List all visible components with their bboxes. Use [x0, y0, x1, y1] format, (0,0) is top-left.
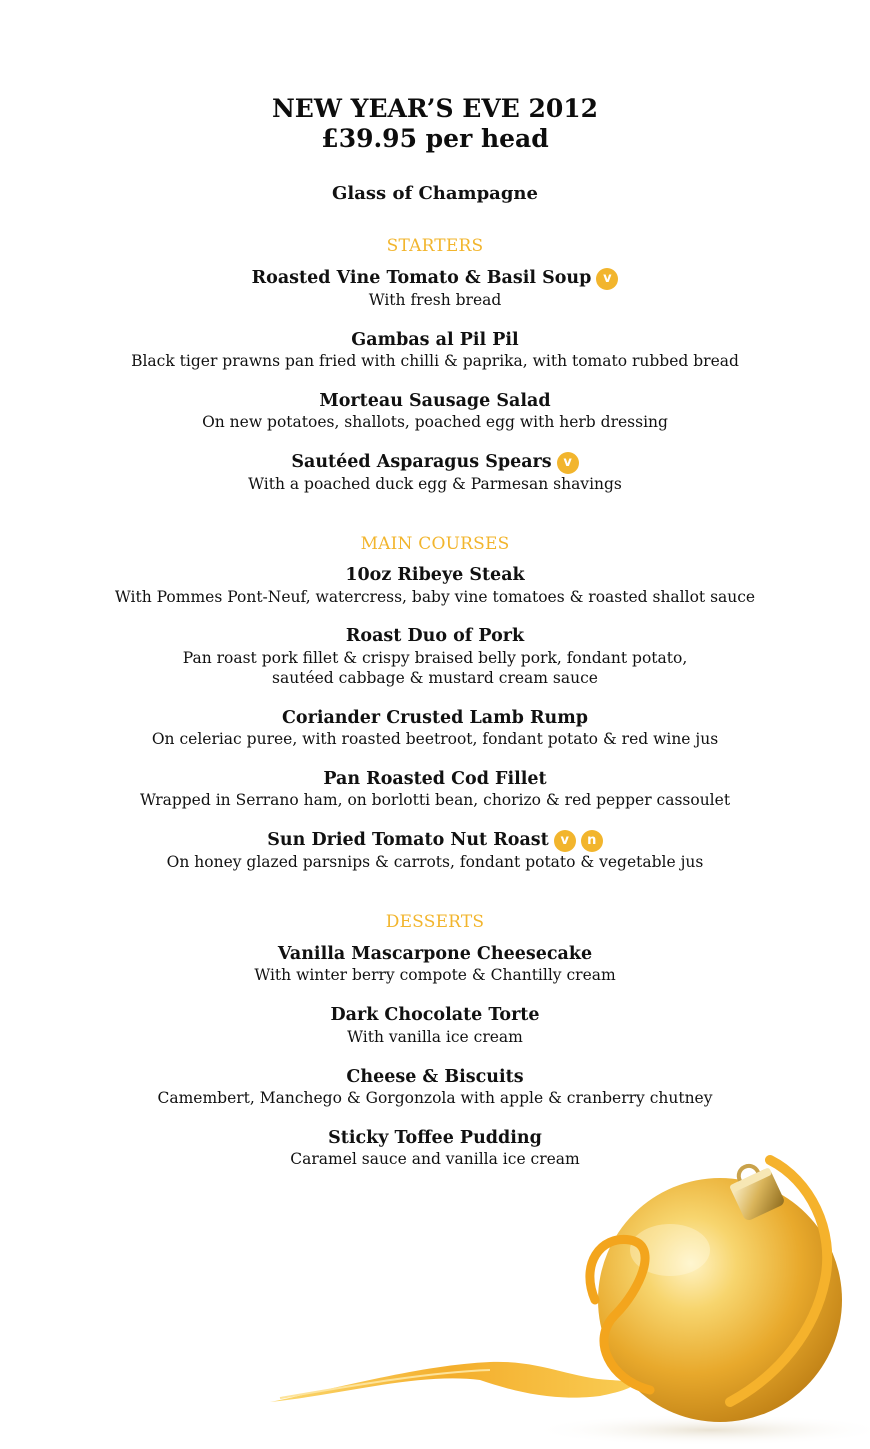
dish-description: On celeriac puree, with roasted beetroot, fondant potato & red wine jus [151, 730, 719, 748]
welcome-drink: Glass of Champagne [332, 183, 538, 204]
dish-name: Morteau Sausage Salad [319, 391, 551, 411]
dish-name: Pan Roasted Cod Fillet [323, 769, 547, 789]
dish-name: Cheese & Biscuits [346, 1067, 524, 1087]
main-courses-heading: MAIN COURSES [360, 534, 510, 554]
dish-name [0, 267, 870, 290]
vegetarian-badge-icon: v [596, 268, 618, 290]
dish-name: Coriander Crusted Lamb Rump [282, 708, 588, 728]
dish-name: Sticky Toffee Pudding [328, 1128, 542, 1148]
dish-name [0, 829, 870, 852]
dish-name-text: Sautéed Asparagus Spears [291, 452, 552, 472]
menu-title: NEW YEAR’S EVE 2012 [271, 94, 599, 123]
dish-name [0, 451, 870, 474]
dish-description: Wrapped in Serrano ham, on borlotti bean, chorizo & red pepper cassoulet [139, 791, 731, 809]
dish-description: On honey glazed parsnips & carrots, fondant potato & vegetable jus [166, 853, 704, 871]
dish-name-text: Roasted Vine Tomato & Basil Soup [251, 268, 592, 288]
dish-description: With fresh bread [368, 291, 502, 309]
dish-description: With Pommes Pont-Neuf, watercress, baby vine tomatoes & roasted shallot sauce [114, 588, 756, 606]
dish-description: Pan roast pork fillet & crispy braised belly pork, fondant potato, [182, 649, 688, 667]
vegetarian-badge-icon: v [557, 452, 579, 474]
starters-heading: STARTERS [386, 236, 484, 256]
dish-name: Roast Duo of Pork [345, 626, 525, 646]
dish-name: Gambas al Pil Pil [351, 330, 519, 350]
dish-description: Black tiger prawns pan fried with chilli & paprika, with tomato rubbed bread [131, 352, 739, 370]
dish-name-text: Sun Dried Tomato Nut Roast [267, 830, 549, 850]
dish-description: sautéed cabbage & mustard cream sauce [272, 669, 598, 687]
nuts-badge-icon: n [581, 830, 603, 852]
dish-name: Dark Chocolate Torte [330, 1005, 540, 1025]
desserts-heading: DESSERTS [385, 912, 485, 932]
dish-description: Camembert, Manchego & Gorgonzola with apple & cranberry chutney [157, 1089, 713, 1107]
dish-description: With vanilla ice cream [347, 1028, 523, 1046]
dish-description: Caramel sauce and vanilla ice cream [290, 1150, 580, 1168]
dish-name: Vanilla Mascarpone Cheesecake [277, 944, 593, 964]
vegetarian-badge-icon: v [554, 830, 576, 852]
dish-description: With winter berry compote & Chantilly cream [254, 966, 616, 984]
menu-price: £39.95 per head [321, 124, 549, 153]
dish-name: 10oz Ribeye Steak [345, 565, 525, 585]
dish-description: On new potatoes, shallots, poached egg with herb dressing [202, 413, 668, 431]
christmas-bauble-icon [250, 1140, 870, 1449]
dish-description: With a poached duck egg & Parmesan shavings [248, 475, 622, 493]
